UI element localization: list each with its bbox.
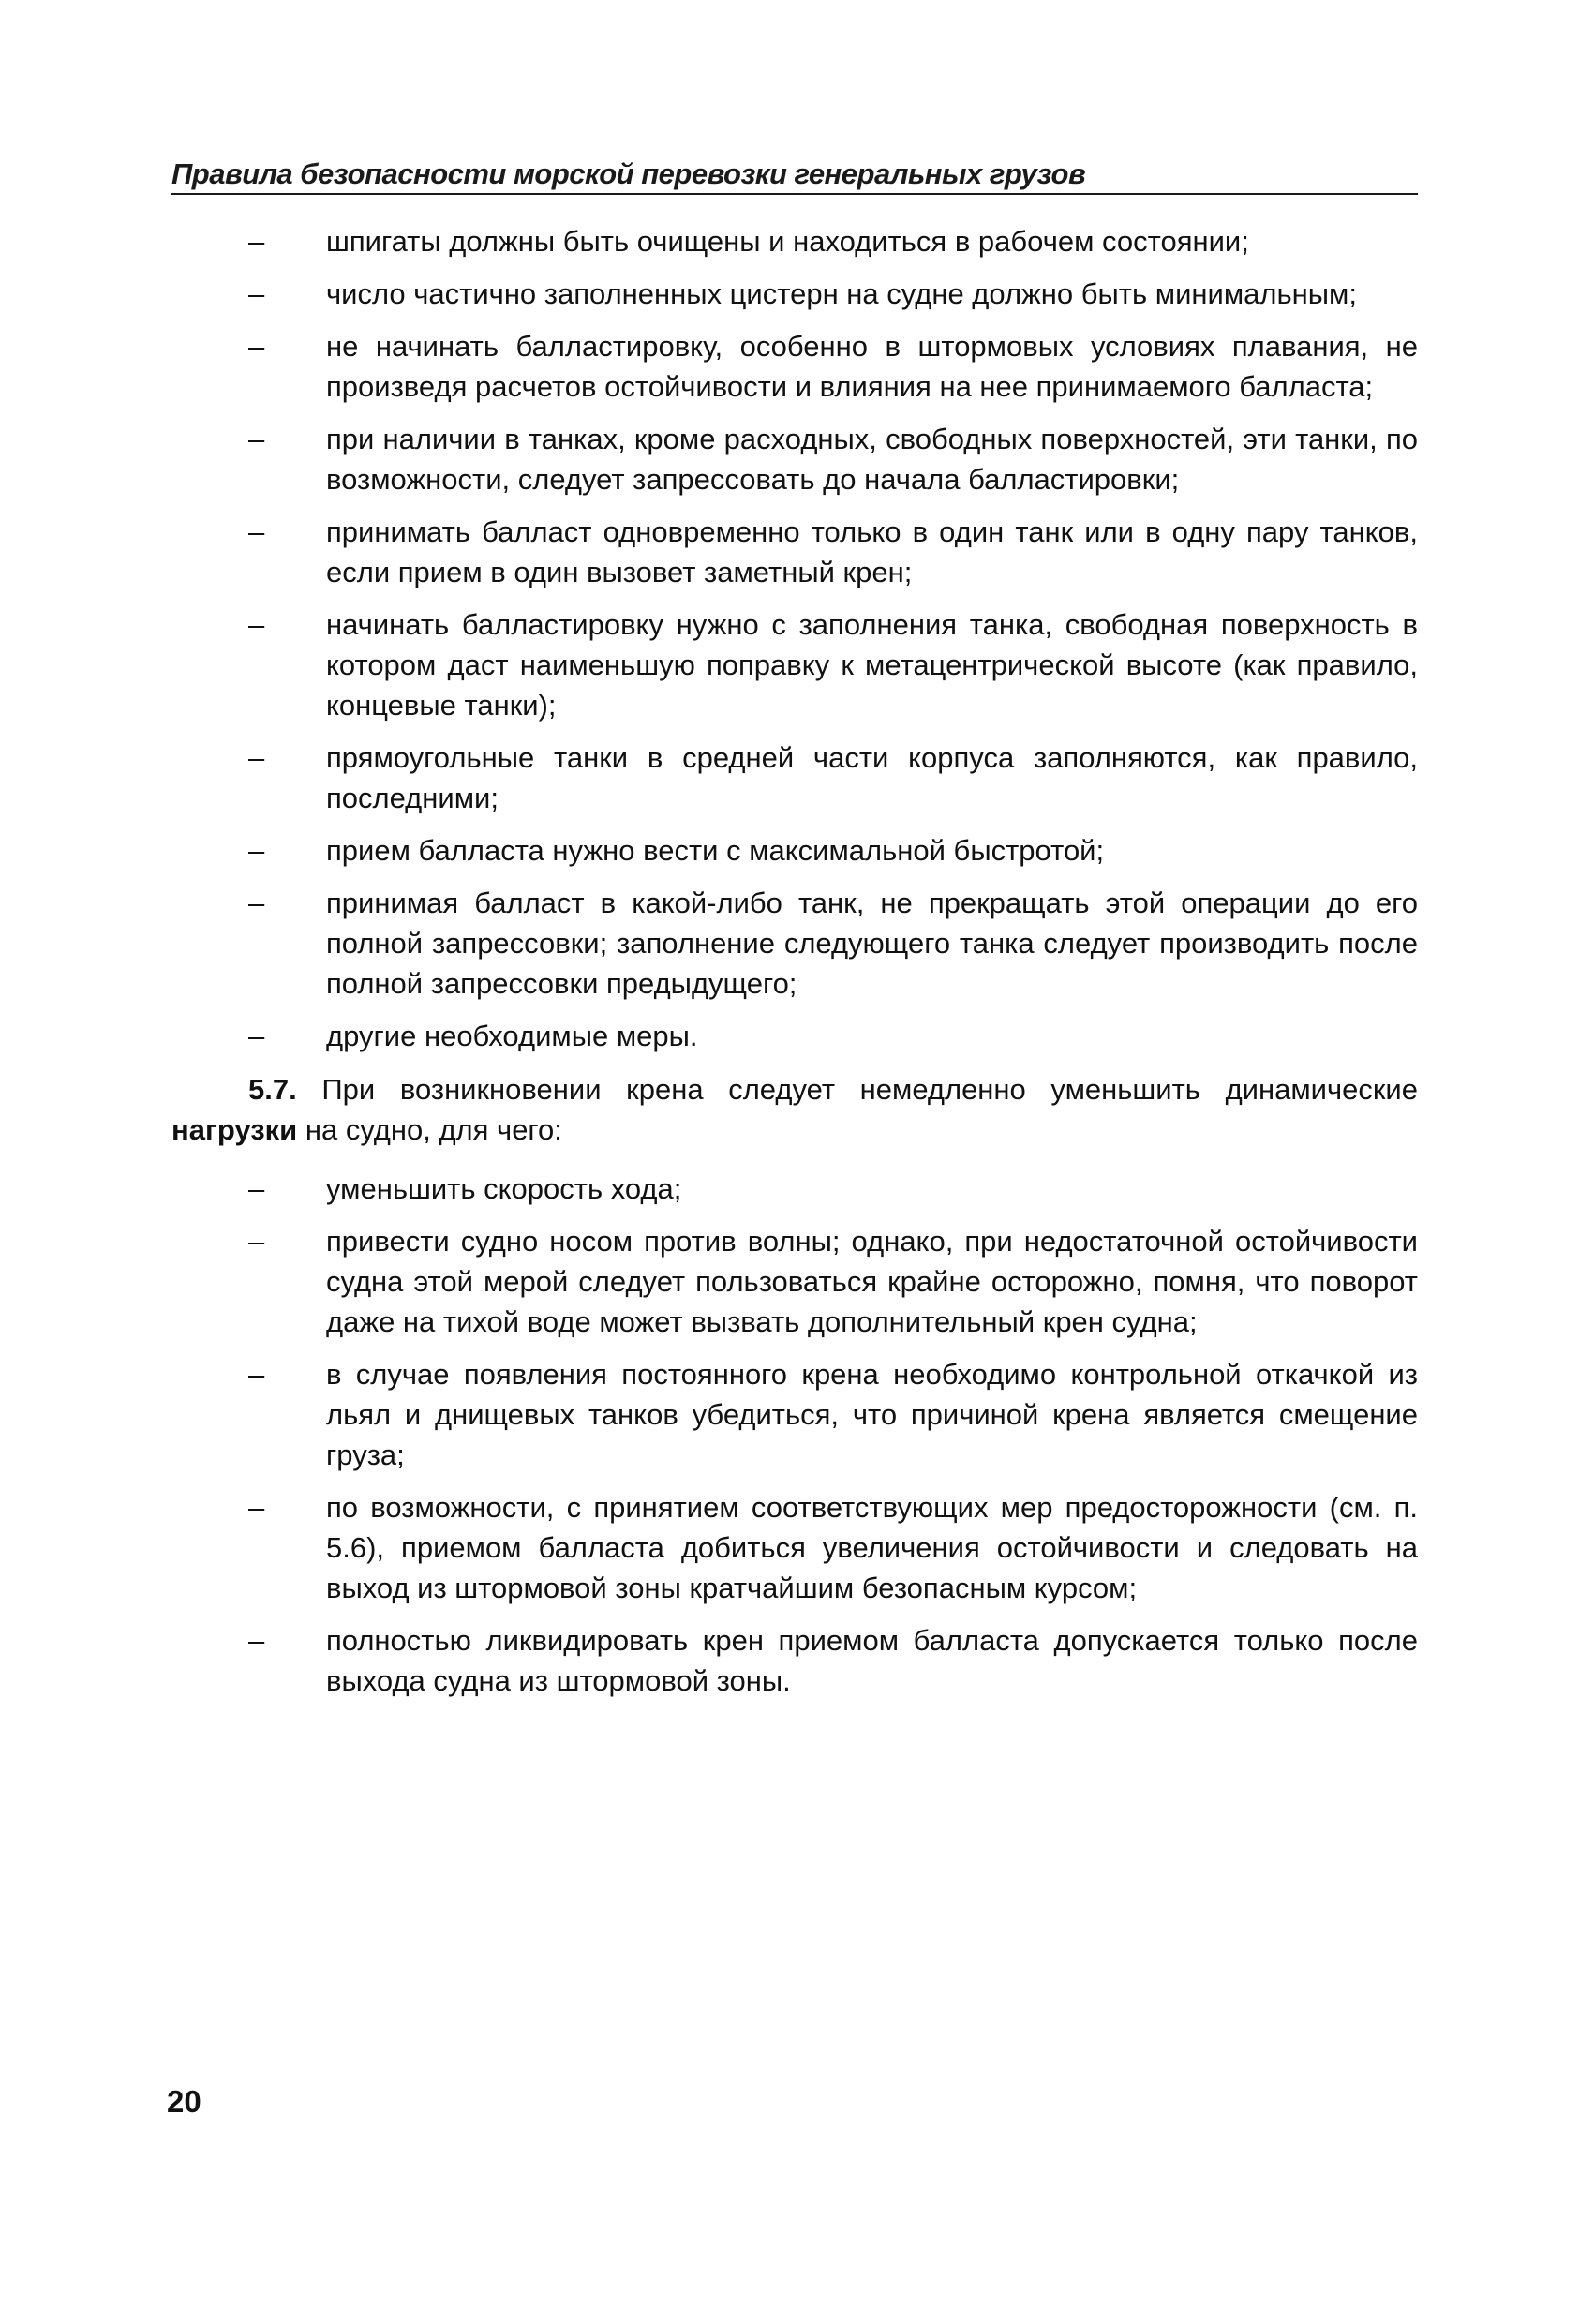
header-rule (171, 193, 1418, 195)
list-item-text: начинать балластировку нужно с заполнения танка, свободная поверхность в котором даст наименьшую поправку к метацентрической высоте (как правило, концевые танки); (326, 608, 1418, 722)
dash-marker: – (248, 515, 265, 548)
section-5-7-paragraph (171, 1069, 1418, 1150)
list-item (171, 274, 1418, 314)
list-item (171, 1487, 1418, 1608)
list-item-text: число частично заполненных цистерн на судне должно быть минимальным; (326, 277, 1357, 310)
list-item (171, 221, 1418, 261)
dash-marker: – (248, 1225, 265, 1258)
dash-marker: – (248, 225, 265, 258)
list-item-text: принимать балласт одновременно только в один танк или в одну пару танков, если прием в один вызовет заметный крен; (326, 515, 1418, 588)
list-item (171, 604, 1418, 725)
list-item-text: привести судно носом против волны; однако, при недостаточной остойчивости судна этой мерой следует пользоваться крайне осторожно, помня, что поворот даже на тихой воде может вызвать дополнительный крен судна; (326, 1225, 1418, 1338)
dash-marker: – (248, 1491, 265, 1524)
list-item-text: прием балласта нужно вести с максимальной быстротой; (326, 834, 1105, 867)
section-text-bold: нагрузки (171, 1113, 298, 1146)
list-item (171, 1221, 1418, 1342)
list-item-text: другие необходимые меры. (326, 1020, 698, 1052)
dash-marker: – (248, 741, 265, 774)
dash-marker: – (248, 608, 265, 641)
list-item (171, 1620, 1418, 1701)
list-item-text: по возможности, с принятием соответствующих мер предосторожности (см. п. 5.6), приемом балласта добиться увеличения остойчивости и следовать на выход из штормовой зоны кратчайшим безопасным курсом; (326, 1491, 1418, 1604)
list-item (171, 512, 1418, 592)
dash-marker: – (248, 1624, 265, 1657)
list-item (171, 883, 1418, 1004)
section-number: 5.7. (248, 1073, 297, 1106)
list-item (171, 1169, 1418, 1209)
section-text-lead: При возникновении крена следует немедленно уменьшить динамические (321, 1073, 1418, 1106)
list-item (171, 737, 1418, 818)
list-item (171, 1354, 1418, 1475)
dash-marker: – (248, 277, 265, 310)
bullet-list-ballast (171, 221, 1418, 1056)
running-header: Правила безопасности морской перевозки генеральных грузов (171, 157, 1086, 190)
list-item (171, 830, 1418, 871)
list-item (171, 1016, 1418, 1056)
dash-marker: – (248, 886, 265, 919)
dash-marker: – (248, 1172, 265, 1205)
bullet-list-heel (171, 1169, 1418, 1701)
dash-marker: – (248, 330, 265, 363)
list-item-text: в случае появления постоянного крена необходимо контрольной откачкой из льял и днищевых танков убедиться, что причиной крена является смещение груза; (326, 1358, 1418, 1471)
dash-marker: – (248, 834, 265, 867)
list-item (171, 326, 1418, 407)
section-text-rest: на судно, для чего: (305, 1113, 562, 1146)
dash-marker: – (248, 423, 265, 455)
list-item-text: принимая балласт в какой-либо танк, не прекращать этой операции до его полной запрессовки; заполнение следующего танка следует производить после полной запрессовки предыдущего; (326, 886, 1418, 1000)
list-item-text: не начинать балластировку, особенно в штормовых условиях плавания, не произведя расчетов остойчивости и влияния на нее принимаемого балласта; (326, 330, 1418, 403)
dash-marker: – (248, 1358, 265, 1391)
page-body (171, 221, 1418, 1713)
list-item-text: уменьшить скорость хода; (326, 1172, 682, 1205)
list-item-text: прямоугольные танки в средней части корпуса заполняются, как правило, последними; (326, 741, 1418, 814)
list-item (171, 419, 1418, 499)
list-item-text: при наличии в танках, кроме расходных, свободных поверхностей, эти танки, по возможности, следует запрессовать до начала балластировки; (326, 423, 1418, 496)
page-number: 20 (167, 2084, 201, 2119)
dash-marker: – (248, 1020, 265, 1052)
list-item-text: полностью ликвидировать крен приемом балласта допускается только после выхода судна из штормовой зоны. (326, 1624, 1418, 1697)
list-item-text: шпигаты должны быть очищены и находиться в рабочем состоянии; (326, 225, 1249, 258)
